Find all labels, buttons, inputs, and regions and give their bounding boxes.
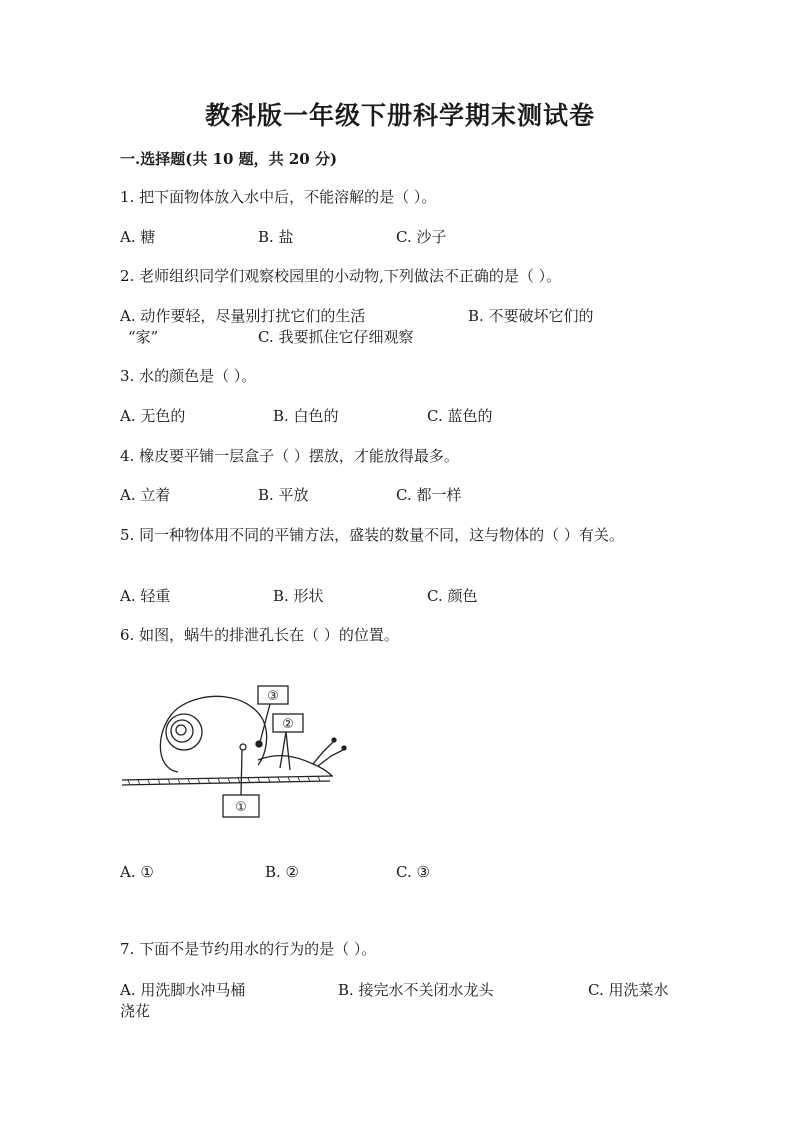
- snail-body: [258, 756, 332, 776]
- section-title: 一.选择题(共 10 题，共 20 分): [120, 150, 338, 168]
- q5-option-a: A. 轻重: [120, 587, 171, 605]
- question-5-stem: 5. 同一种物体用不同的平铺方法，盛装的数量不同，这与物体的（ ）有关。: [120, 526, 624, 544]
- q1-option-a: A. 糖: [120, 228, 156, 246]
- q2-option-b: B. 不要破坏它们的: [468, 307, 594, 325]
- snail-shell: [160, 696, 266, 772]
- q4-option-a: A. 立着: [120, 486, 171, 504]
- q2-option-b-cont: “家”: [128, 328, 159, 346]
- q3-option-b: B. 白色的: [273, 407, 339, 425]
- q5-option-b: B. 形状: [273, 587, 324, 605]
- q1-option-b: B. 盐: [258, 228, 294, 246]
- label-1: ①: [235, 800, 247, 815]
- question-1-stem: 1. 把下面物体放入水中后，不能溶解的是（ ）。: [120, 188, 437, 206]
- q6-option-c: C. ③: [396, 863, 430, 881]
- page-title: 教科版一年级下册科学期末测试卷: [204, 101, 595, 130]
- question-4-stem: 4. 橡皮要平铺一层盒子（ ）摆放，才能放得最多。: [120, 447, 459, 465]
- q7-option-b: B. 接完水不关闭水龙头: [338, 981, 494, 999]
- q6-option-a: A. ①: [120, 863, 154, 881]
- snail-foot: [122, 776, 333, 780]
- q3-option-a: A. 无色的: [120, 407, 186, 425]
- question-6-stem: 6. 如图，蜗牛的排泄孔长在（ ）的位置。: [120, 626, 399, 644]
- label-3: ③: [267, 689, 279, 704]
- q4-option-b: B. 平放: [258, 486, 309, 504]
- q2-option-c: C. 我要抓住它仔细观察: [258, 328, 414, 346]
- q2-option-a: A. 动作要轻，尽量别打扰它们的生活: [120, 307, 366, 325]
- question-7-stem: 7. 下面不是节约用水的行为的是（ ）。: [120, 940, 377, 958]
- q1-option-c: C. 沙子: [396, 228, 447, 246]
- q6-option-b: B. ②: [265, 863, 300, 881]
- label-2: ②: [282, 717, 294, 732]
- snail-diagram: [118, 680, 358, 825]
- q5-option-c: C. 颜色: [427, 587, 478, 605]
- q4-option-c: C. 都一样: [396, 486, 462, 504]
- q3-option-c: C. 蓝色的: [427, 407, 493, 425]
- question-2-stem: 2. 老师组织同学们观察校园里的小动物,下列做法不正确的是（ ）。: [120, 267, 562, 285]
- q7-option-a: A. 用洗脚水冲马桶: [120, 981, 246, 999]
- q7-option-c-cont: 浇花: [120, 1002, 151, 1020]
- q7-option-c: C. 用洗菜水: [588, 981, 669, 999]
- question-3-stem: 3. 水的颜色是（ ）。: [120, 367, 257, 385]
